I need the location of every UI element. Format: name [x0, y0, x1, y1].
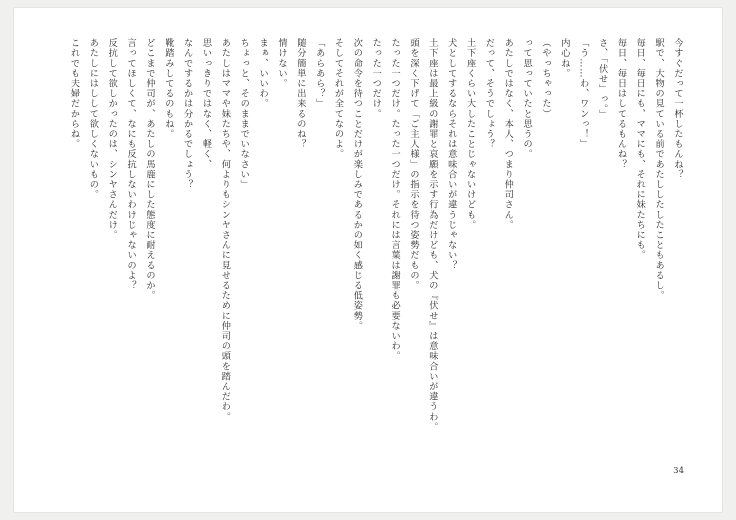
text-line: 反抗して欲しかったのは、シンヤさんだけ。 — [106, 38, 118, 240]
document-page — [14, 8, 722, 512]
text-line: どこまで仲司が、あたしの馬鹿にした態度に耐えるのか。 — [143, 38, 155, 301]
text-line: （やっちゃった） — [539, 38, 551, 119]
text-line: 内心ね。 — [558, 38, 570, 79]
text-line: まぁ、いいわ。 — [257, 38, 269, 109]
text-line: 「あらあら？」 — [313, 38, 325, 109]
text-line: 毎日、毎日はしてるもんね？ — [615, 38, 627, 170]
text-line: 次の命令を待つことだけが楽しみであるかの如く感じる低姿勢。 — [351, 38, 363, 331]
text-line: そしてそれが全てなのよ。 — [332, 38, 344, 160]
text-line: さ、「伏せ」っ。」 — [596, 38, 608, 120]
text-line: ちょっと、そのままでいなさい」 — [238, 38, 250, 190]
text-line: 頭を深く下げて「ご主人様」の指示を待つ姿勢だもの。 — [407, 38, 419, 291]
text-line: 犬としてするならそれは意味合いが違うじゃない？ — [445, 38, 457, 271]
text-line: だって、そうでしょう？ — [483, 38, 495, 150]
text-line: 言ってほしくて、なにも反抗しないわけじゃないのよ？ — [125, 38, 137, 291]
vertical-text-body — [68, 38, 686, 438]
text-line: 靴踏みしてるのもね。 — [162, 38, 174, 139]
text-line: 随分簡単に出来るのね？ — [294, 38, 306, 150]
text-line: あたしではなく、本人、つまり仲司さん。 — [502, 38, 514, 230]
text-line: 毎日、毎日にも、ママにも、それに妹たちにも。 — [634, 38, 646, 261]
text-line: あたしはママや妹たちや、何よりもシンヤさんに見せるために仲司の頭を踏んだわ。 — [219, 38, 231, 422]
text-line: たった一つだけ。たった一つだけ。それには言葉は謝罪も必要ないわ。 — [389, 38, 401, 362]
text-line: これでも夫婦だからね。 — [68, 38, 80, 150]
text-line: なんでするかは分かるでしょう？ — [181, 38, 193, 190]
text-line: あたしにはしして欲しくないもの。 — [87, 38, 99, 200]
text-line: 土下座は最上級の謝罪と哀願を示す行為だけども、犬の『伏せ』は意味合いが違うわ。 — [426, 38, 438, 432]
text-line: 駅で、大物の見ている前であたししたしたこともあるし。 — [653, 38, 665, 301]
text-line: って思っていたと思うの。 — [521, 38, 533, 160]
page-number: 34 — [673, 466, 684, 476]
text-line: 「う……わ、ワンっ！」 — [577, 38, 589, 150]
text-line: たった一つだけ。 — [370, 38, 382, 119]
text-line: 今すぐだって一杯したもんね？ — [672, 38, 683, 180]
text-line: 思いっきりではなく、軽く、 — [200, 38, 212, 170]
text-line: 情けない。 — [275, 38, 287, 89]
text-line: 土下座くらい大したことじゃないけども。 — [464, 38, 476, 230]
